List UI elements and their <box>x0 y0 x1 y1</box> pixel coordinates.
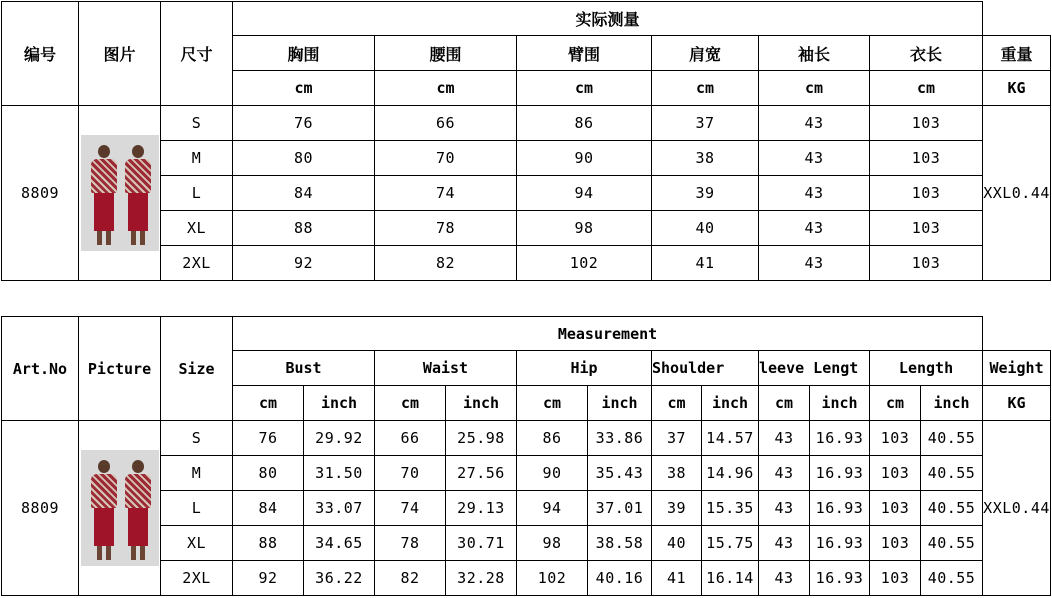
value-cell: 29.92 <box>304 421 375 456</box>
col-waist: Waist <box>375 351 517 386</box>
size-cell: XL <box>161 526 233 561</box>
unit-cell: cm <box>652 71 759 106</box>
unit-cell: cm <box>375 71 517 106</box>
value-cell: 90 <box>517 141 652 176</box>
value-cell: 14.96 <box>702 456 759 491</box>
value-cell: 70 <box>375 456 446 491</box>
value-cell: 103 <box>870 456 921 491</box>
value-cell: 16.93 <box>810 456 870 491</box>
col-waist: 腰围 <box>375 36 517 71</box>
table-row <box>2 106 1051 141</box>
art-no-value: 8809 <box>2 421 79 596</box>
value-cell: 35.43 <box>588 456 652 491</box>
value-cell: 33.07 <box>304 491 375 526</box>
header-art-no: Art.No <box>2 317 79 421</box>
value-cell: 37.01 <box>588 491 652 526</box>
value-cell: 103 <box>870 421 921 456</box>
value-cell: 103 <box>870 526 921 561</box>
value-cell: 86 <box>517 421 588 456</box>
value-cell: 103 <box>870 176 983 211</box>
header-measured: 实际测量 <box>233 2 983 36</box>
unit-cell: cm <box>759 71 870 106</box>
header-measurement: Measurement <box>233 317 983 351</box>
value-cell: 40.55 <box>921 456 983 491</box>
value-cell: 43 <box>759 421 810 456</box>
table-row <box>2 421 1051 456</box>
size-cell: M <box>161 456 233 491</box>
unit-inch: inch <box>446 386 517 421</box>
value-cell: 16.93 <box>810 421 870 456</box>
value-cell: 92 <box>233 246 375 281</box>
value-cell: 30.71 <box>446 526 517 561</box>
col-length: 衣长 <box>870 36 983 71</box>
value-cell: 38 <box>652 141 759 176</box>
header-blank <box>983 2 1051 36</box>
value-cell: 40 <box>652 211 759 246</box>
value-cell: 76 <box>233 106 375 141</box>
col-chest: 胸围 <box>233 36 375 71</box>
value-cell: 25.98 <box>446 421 517 456</box>
value-cell: 102 <box>517 561 588 596</box>
unit-cm: cm <box>652 386 702 421</box>
value-cell: 29.13 <box>446 491 517 526</box>
col-sleeve-length: leeve Lengt <box>759 351 870 386</box>
value-cell: 43 <box>759 526 810 561</box>
value-cell: 103 <box>870 106 983 141</box>
value-cell: 94 <box>517 176 652 211</box>
weight-unit: KG <box>983 386 1051 421</box>
value-cell: 15.35 <box>702 491 759 526</box>
unit-inch: inch <box>921 386 983 421</box>
value-cell: 88 <box>233 526 304 561</box>
header-picture: 图片 <box>79 2 161 106</box>
value-cell: 74 <box>375 491 446 526</box>
value-cell: 43 <box>759 141 870 176</box>
value-cell: 14.57 <box>702 421 759 456</box>
unit-inch: inch <box>588 386 652 421</box>
unit-cell: cm <box>233 71 375 106</box>
value-cell: 43 <box>759 211 870 246</box>
weight-unit: KG <box>983 71 1051 106</box>
col-shoulder: Shoulder <box>652 351 759 386</box>
col-weight: 重量 <box>983 36 1051 71</box>
value-cell: 80 <box>233 456 304 491</box>
value-cell: 92 <box>233 561 304 596</box>
unit-cell: cm <box>517 71 652 106</box>
value-cell: 78 <box>375 211 517 246</box>
col-bust: Bust <box>233 351 375 386</box>
size-cell: S <box>161 106 233 141</box>
value-cell: 34.65 <box>304 526 375 561</box>
unit-cm: cm <box>375 386 446 421</box>
value-cell: 31.50 <box>304 456 375 491</box>
header-blank <box>983 317 1051 351</box>
value-cell: 94 <box>517 491 588 526</box>
value-cell: 66 <box>375 106 517 141</box>
value-cell: 40.16 <box>588 561 652 596</box>
value-cell: 86 <box>517 106 652 141</box>
col-weight: Weight <box>983 351 1051 386</box>
value-cell: 43 <box>759 176 870 211</box>
value-cell: 40.55 <box>921 491 983 526</box>
col-shoulder: 肩宽 <box>652 36 759 71</box>
value-cell: 102 <box>517 246 652 281</box>
value-cell: 16.93 <box>810 526 870 561</box>
header-picture: Picture <box>79 317 161 421</box>
value-cell: 103 <box>870 211 983 246</box>
value-cell: 40.55 <box>921 561 983 596</box>
col-hip: Hip <box>517 351 652 386</box>
value-cell: 82 <box>375 246 517 281</box>
unit-inch: inch <box>702 386 759 421</box>
size-cell: L <box>161 176 233 211</box>
weight-value: XXL0.44 <box>983 421 1051 596</box>
code-value: 8809 <box>2 106 79 281</box>
value-cell: 74 <box>375 176 517 211</box>
value-cell: 39 <box>652 176 759 211</box>
value-cell: 41 <box>652 246 759 281</box>
value-cell: 103 <box>870 141 983 176</box>
size-cell: XL <box>161 211 233 246</box>
value-cell: 43 <box>759 106 870 141</box>
value-cell: 43 <box>759 456 810 491</box>
value-cell: 33.86 <box>588 421 652 456</box>
product-photo <box>81 450 159 566</box>
value-cell: 41 <box>652 561 702 596</box>
unit-cm: cm <box>870 386 921 421</box>
value-cell: 37 <box>652 421 702 456</box>
header-code: 编号 <box>2 2 79 106</box>
value-cell: 103 <box>870 246 983 281</box>
value-cell: 43 <box>759 246 870 281</box>
value-cell: 27.56 <box>446 456 517 491</box>
value-cell: 88 <box>233 211 375 246</box>
unit-cm: cm <box>517 386 588 421</box>
value-cell: 32.28 <box>446 561 517 596</box>
col-length: Length <box>870 351 983 386</box>
value-cell: 82 <box>375 561 446 596</box>
value-cell: 70 <box>375 141 517 176</box>
value-cell: 38.58 <box>588 526 652 561</box>
value-cell: 38 <box>652 456 702 491</box>
value-cell: 78 <box>375 526 446 561</box>
unit-cm: cm <box>759 386 810 421</box>
unit-inch: inch <box>810 386 870 421</box>
value-cell: 80 <box>233 141 375 176</box>
value-cell: 16.14 <box>702 561 759 596</box>
value-cell: 90 <box>517 456 588 491</box>
value-cell: 15.75 <box>702 526 759 561</box>
size-cell: 2XL <box>161 561 233 596</box>
col-sleeve: 袖长 <box>759 36 870 71</box>
value-cell: 40.55 <box>921 526 983 561</box>
size-cell: S <box>161 421 233 456</box>
col-arm: 臂围 <box>517 36 652 71</box>
value-cell: 43 <box>759 491 810 526</box>
value-cell: 84 <box>233 176 375 211</box>
product-picture-cell <box>79 106 161 281</box>
value-cell: 36.22 <box>304 561 375 596</box>
value-cell: 76 <box>233 421 304 456</box>
header-size: 尺寸 <box>161 2 233 106</box>
value-cell: 98 <box>517 526 588 561</box>
size-chart-english <box>1 316 1051 596</box>
value-cell: 40 <box>652 526 702 561</box>
size-cell: 2XL <box>161 246 233 281</box>
unit-inch: inch <box>304 386 375 421</box>
value-cell: 37 <box>652 106 759 141</box>
value-cell: 40.55 <box>921 421 983 456</box>
unit-cm: cm <box>233 386 304 421</box>
unit-cell: cm <box>870 71 983 106</box>
value-cell: 16.93 <box>810 561 870 596</box>
size-chart-chinese <box>1 1 1051 281</box>
size-cell: M <box>161 141 233 176</box>
value-cell: 16.93 <box>810 491 870 526</box>
value-cell: 98 <box>517 211 652 246</box>
product-picture-cell <box>79 421 161 596</box>
value-cell: 39 <box>652 491 702 526</box>
header-size: Size <box>161 317 233 421</box>
value-cell: 103 <box>870 561 921 596</box>
weight-value: XXL0.44 <box>983 106 1051 281</box>
product-photo <box>81 135 159 251</box>
value-cell: 84 <box>233 491 304 526</box>
value-cell: 43 <box>759 561 810 596</box>
value-cell: 66 <box>375 421 446 456</box>
size-cell: L <box>161 491 233 526</box>
value-cell: 103 <box>870 491 921 526</box>
